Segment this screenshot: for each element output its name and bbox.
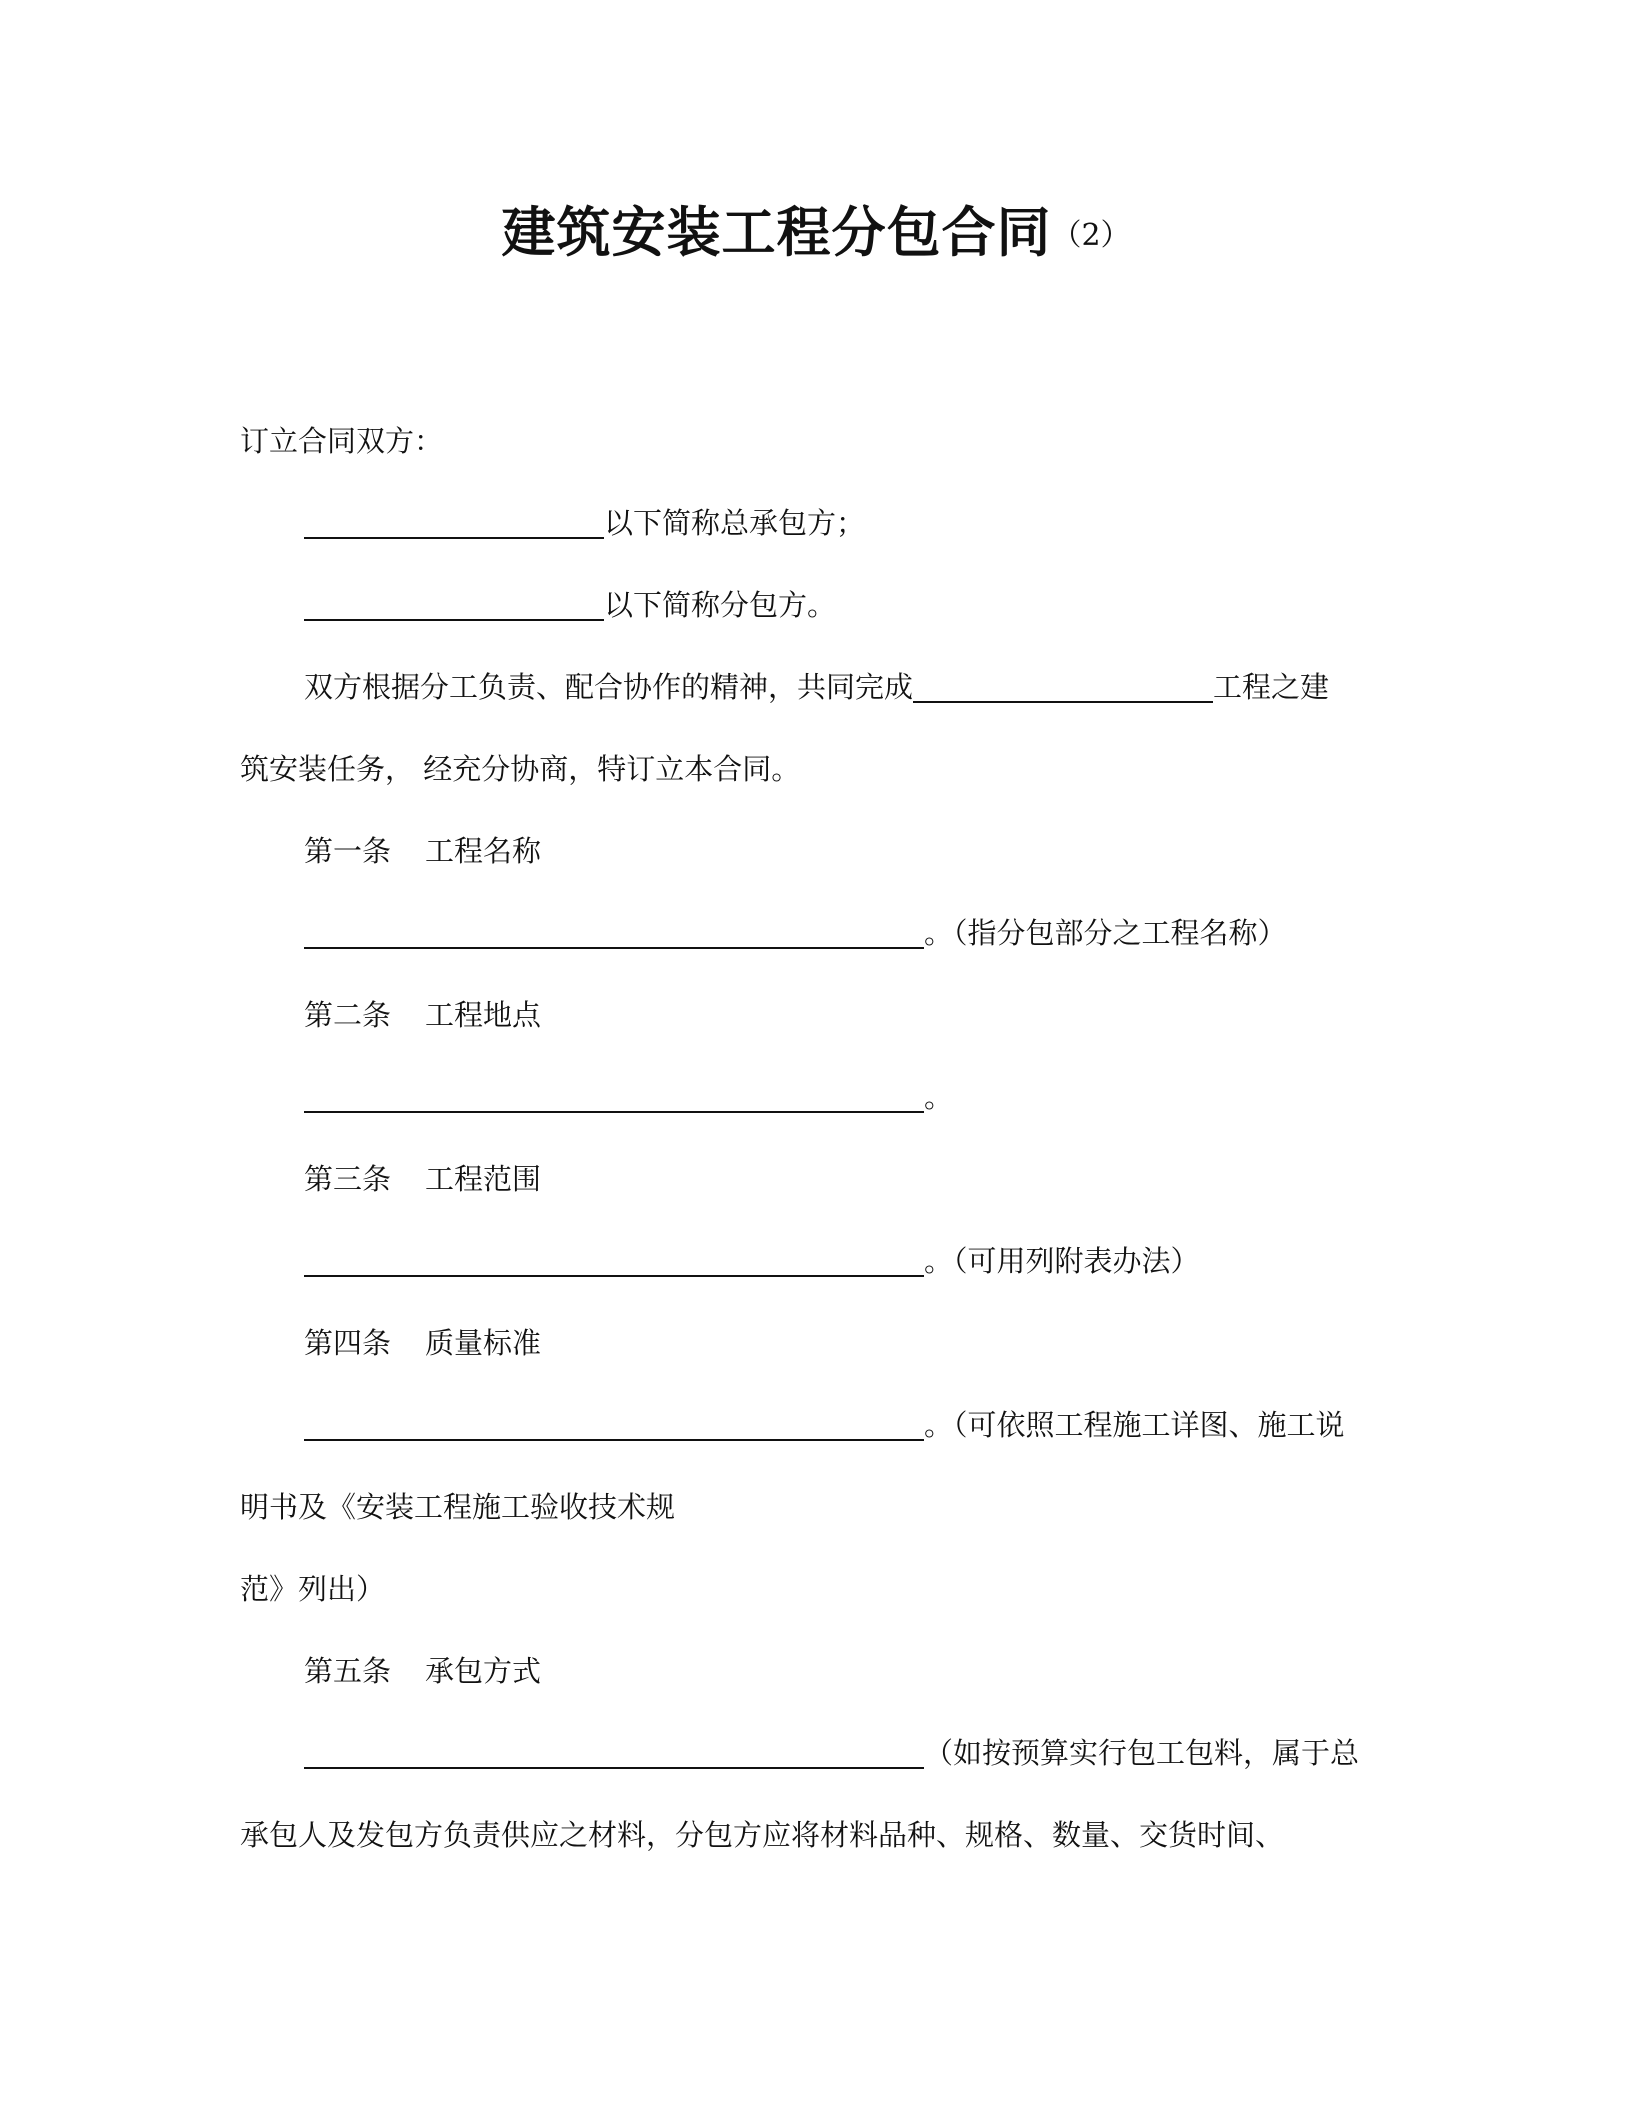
article-2-title: 工程地点 [425, 998, 542, 1032]
article-2-note: 。 [924, 1080, 954, 1114]
article-2-content [304, 1071, 953, 1123]
parties-intro-text: 订立合同双方： [240, 424, 444, 458]
general-contractor-blank[interactable] [304, 497, 604, 539]
article-1-note: 。（指分包部分之工程名称） [924, 916, 1287, 950]
article-5-title: 承包方式 [425, 1654, 542, 1688]
article-4-note-end: 范》列出） [240, 1572, 386, 1606]
article-4-note: 。（可依照工程施工详图、施工说 [924, 1408, 1345, 1442]
article-1-heading [304, 825, 541, 877]
title-main: 建筑安装工程分包合同 [501, 201, 1052, 264]
subcontractor-line [304, 579, 836, 631]
article-4-note-continued: 明书及《安装工程施工验收技术规 [240, 1490, 676, 1524]
article-1-title: 工程名称 [425, 834, 542, 868]
article-3-number: 第三条 [304, 1162, 392, 1196]
article-1-blank[interactable] [304, 907, 924, 949]
general-contractor-line [304, 497, 865, 549]
article-4-note-line2 [240, 1481, 675, 1533]
project-name-blank[interactable] [913, 661, 1213, 703]
parties-intro [240, 415, 443, 467]
purpose-text-end: 工程之建 [1213, 670, 1330, 704]
article-4-content [304, 1399, 1345, 1451]
article-2-heading [304, 989, 541, 1041]
article-4-note-line3 [240, 1563, 385, 1615]
purpose-text-continued: 筑安装任务， 经充分协商，特订立本合同。 [240, 752, 801, 786]
purpose-paragraph-line2 [240, 743, 800, 795]
article-4-number: 第四条 [304, 1326, 392, 1360]
subcontractor-label: 以下简称分包方。 [604, 588, 837, 622]
article-3-note: 。（可用列附表办法） [924, 1244, 1200, 1278]
article-5-note-line2 [240, 1809, 1284, 1861]
article-1-number: 第一条 [304, 834, 392, 868]
purpose-text-start: 双方根据分工负责、配合协作的精神，共同完成 [304, 670, 914, 704]
article-5-content [304, 1727, 1359, 1779]
title-suffix: （2） [1051, 218, 1131, 253]
purpose-paragraph-line1 [304, 661, 1329, 713]
article-5-note: （如按预算实行包工包料，属于总 [924, 1736, 1360, 1770]
article-3-blank[interactable] [304, 1235, 924, 1277]
article-5-blank[interactable] [304, 1727, 924, 1769]
article-4-title: 质量标准 [425, 1326, 542, 1360]
article-3-heading [304, 1153, 541, 1205]
article-4-blank[interactable] [304, 1399, 924, 1441]
article-5-heading [304, 1645, 541, 1697]
article-5-number: 第五条 [304, 1654, 392, 1688]
document-title [0, 188, 1632, 291]
article-2-blank[interactable] [304, 1071, 924, 1113]
article-3-content [304, 1235, 1200, 1287]
general-contractor-label: 以下简称总承包方； [604, 506, 866, 540]
subcontractor-blank[interactable] [304, 579, 604, 621]
article-5-note-continued: 承包人及发包方负责供应之材料，分包方应将材料品种、规格、数量、交货时间、 [240, 1818, 1285, 1852]
article-4-heading [304, 1317, 541, 1369]
article-3-title: 工程范围 [425, 1162, 542, 1196]
article-2-number: 第二条 [304, 998, 392, 1032]
article-1-content [304, 907, 1287, 959]
